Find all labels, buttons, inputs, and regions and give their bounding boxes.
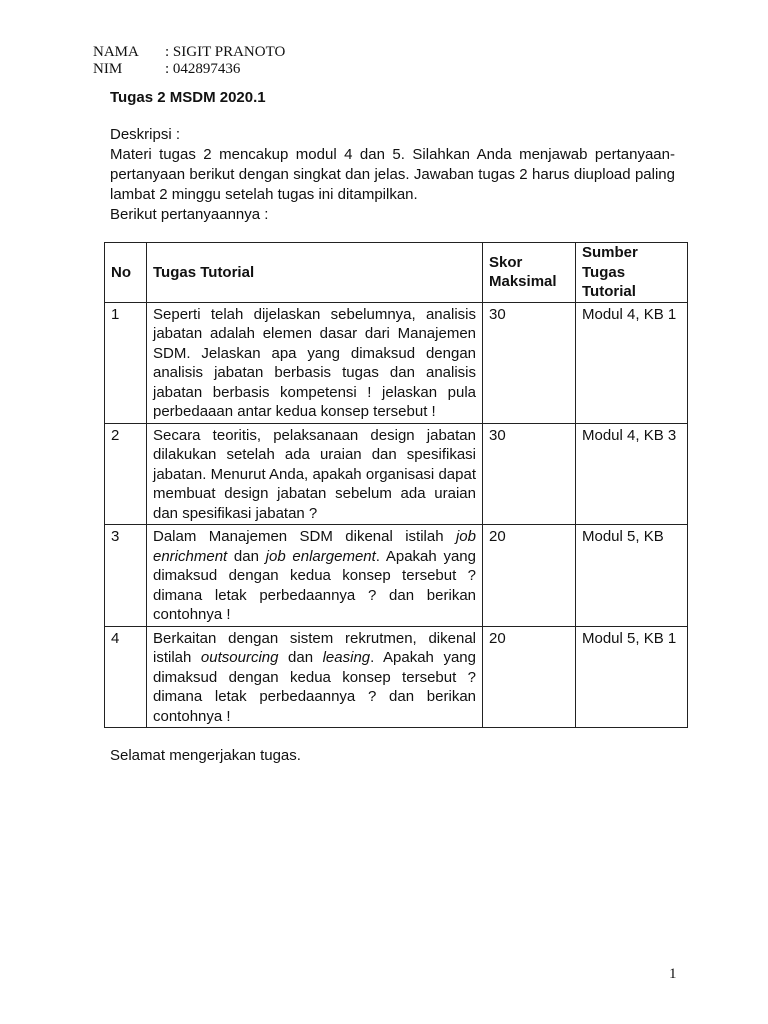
row-source: Modul 4, KB 1	[576, 302, 688, 423]
row-task	[147, 626, 483, 728]
task-text: . Apakah yang dimaksud dengan kedua konsep tersebut ? dimana letak perbedaannya ? dan berikan contohnya !	[153, 649, 476, 725]
task-term: leasing	[322, 649, 371, 666]
header-source: Sumber Tugas Tutorial	[576, 243, 688, 303]
row-score: 20	[483, 525, 576, 627]
document-title: Tugas 2 MSDM 2020.1	[110, 89, 266, 106]
row-source: Modul 5, KB	[576, 525, 688, 627]
description	[110, 125, 675, 225]
row-score: 20	[483, 626, 576, 728]
task-term: job enrichment	[153, 528, 476, 565]
name-label: NAMA	[93, 44, 139, 60]
header-score: Skor Maksimal	[483, 243, 576, 303]
description-heading: Deskripsi :	[110, 126, 181, 143]
header-task: Tugas Tutorial	[147, 243, 483, 303]
table-header-row	[105, 243, 688, 303]
table-row	[105, 525, 688, 627]
task-text: . Apakah yang dimaksud dengan kedua konsep tersebut ? dimana letak perbedaannya ? dan berikan contohnya !	[153, 547, 476, 623]
row-task: Seperti telah dijelaskan sebelumnya, analisis jabatan adalah elemen dasar dari Manajemen SDM. Jelaskan apa yang dimaksud dengan analisis jabatan berbasis tugas dan analisis jabatan berbasis kompetensi ! jelaskan pula perbedaaan antar kedua konsep tersebut !	[147, 302, 483, 423]
row-task	[147, 525, 483, 627]
header-no: No	[105, 243, 147, 303]
nim-label: NIM	[93, 61, 123, 77]
row-no: 4	[105, 626, 147, 728]
name-value: : SIGIT PRANOTO	[165, 44, 286, 60]
task-text: dan	[227, 547, 266, 565]
description-intro: Berikut pertanyaannya :	[110, 206, 269, 223]
student-identity	[93, 44, 285, 78]
task-text: dan	[278, 649, 323, 666]
student-name-row	[93, 44, 285, 61]
nim-value: : 042897436	[165, 61, 241, 77]
task-text: Dalam Manajemen SDM dikenal istilah	[153, 528, 456, 545]
page-number: 1	[669, 966, 677, 982]
student-nim-row	[93, 61, 285, 78]
row-score: 30	[483, 302, 576, 423]
row-no: 3	[105, 525, 147, 627]
table-row	[105, 302, 688, 423]
row-source: Modul 4, KB 3	[576, 423, 688, 525]
task-term: job enlargement	[265, 547, 376, 565]
closing-text: Selamat mengerjakan tugas.	[110, 747, 301, 764]
tasks-table	[104, 242, 688, 728]
row-no: 2	[105, 423, 147, 525]
task-term: outsourcing	[200, 649, 279, 666]
row-score: 30	[483, 423, 576, 525]
table-row	[105, 423, 688, 525]
row-source: Modul 5, KB 1	[576, 626, 688, 728]
table-row	[105, 626, 688, 728]
row-no: 1	[105, 302, 147, 423]
task-text: Berkaitan dengan sistem rekrutmen, dikenal istilah	[153, 629, 476, 666]
description-body: Materi tugas 2 mencakup modul 4 dan 5. Silahkan Anda menjawab pertanyaan-pertanyaan berikut dengan singkat dan jelas. Jawaban tugas 2 harus diupload paling lambat 2 minggu setelah tugas ini ditampilkan.	[110, 146, 675, 203]
row-task: Secara teoritis, pelaksanaan design jabatan dilakukan setelah ada uraian dan spesifikasi jabatan. Menurut Anda, apakah organisasi dapat membuat design jabatan sebelum ada uraian dan spesifikasi jabatan ?	[147, 423, 483, 525]
